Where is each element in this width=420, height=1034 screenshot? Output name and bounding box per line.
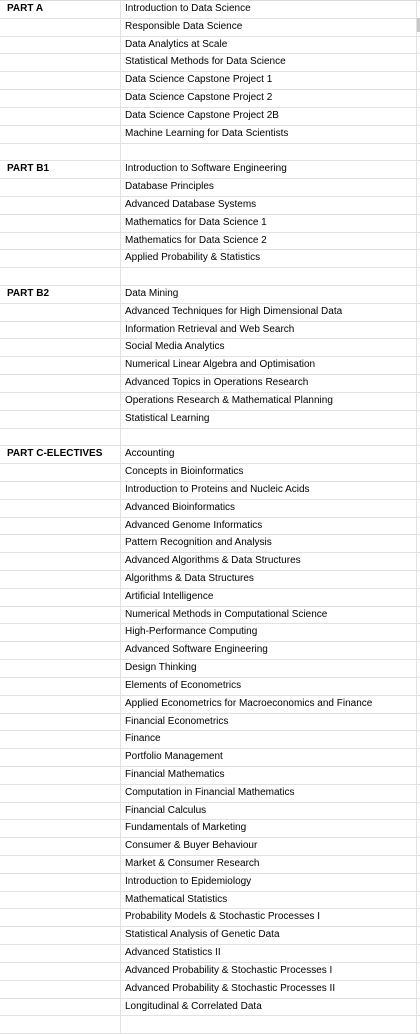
section-cell[interactable] <box>0 535 121 552</box>
section-cell[interactable] <box>0 803 121 820</box>
section-cell[interactable] <box>0 607 121 624</box>
table-row <box>0 963 420 981</box>
course-cell[interactable]: Numerical Linear Algebra and Optimisation <box>121 357 417 374</box>
course-cell[interactable]: Database Principles <box>121 179 417 196</box>
table-row <box>0 518 420 536</box>
course-cell[interactable]: Pattern Recognition and Analysis <box>121 535 417 552</box>
section-cell[interactable] <box>0 731 121 748</box>
section-cell[interactable] <box>0 250 121 267</box>
section-cell[interactable] <box>0 179 121 196</box>
section-cell[interactable] <box>0 197 121 214</box>
section-cell[interactable] <box>0 90 121 107</box>
table-row <box>0 589 420 607</box>
table-row <box>0 90 420 108</box>
section-cell[interactable] <box>0 838 121 855</box>
course-cell[interactable]: Mathematics for Data Science 2 <box>121 233 417 250</box>
section-cell[interactable] <box>0 714 121 731</box>
section-cell[interactable] <box>0 72 121 89</box>
section-cell[interactable] <box>0 892 121 909</box>
table-row <box>0 393 420 411</box>
course-cell[interactable]: Social Media Analytics <box>121 339 417 356</box>
course-cell[interactable]: Responsible Data Science <box>121 19 417 36</box>
table-row <box>0 874 420 892</box>
section-cell[interactable] <box>0 482 121 499</box>
table-row <box>0 286 420 304</box>
course-cell[interactable] <box>121 1016 417 1033</box>
table-row <box>0 37 420 55</box>
table-row <box>0 785 420 803</box>
section-cell[interactable] <box>0 233 121 250</box>
section-cell[interactable] <box>0 54 121 71</box>
section-cell[interactable] <box>0 322 121 339</box>
section-cell[interactable] <box>0 767 121 784</box>
course-cell[interactable]: Advanced Bioinformatics <box>121 500 417 517</box>
table-row <box>0 642 420 660</box>
course-cell[interactable]: Financial Calculus <box>121 803 417 820</box>
table-row <box>0 607 420 625</box>
table-row <box>0 767 420 785</box>
table-row <box>0 714 420 732</box>
course-cell[interactable]: Data Mining <box>121 286 417 303</box>
course-cell[interactable]: High-Performance Computing <box>121 624 417 641</box>
section-cell[interactable] <box>0 108 121 125</box>
table-row <box>0 144 420 162</box>
table-row <box>0 464 420 482</box>
table-row <box>0 1016 420 1034</box>
table-row <box>0 482 420 500</box>
course-cell[interactable]: Introduction to Epidemiology <box>121 874 417 891</box>
section-cell[interactable]: PART B1 <box>0 161 121 178</box>
course-cell[interactable]: Algorithms & Data Structures <box>121 571 417 588</box>
table-row <box>0 215 420 233</box>
course-cell[interactable]: Applied Probability & Statistics <box>121 250 417 267</box>
course-cell[interactable]: Introduction to Data Science <box>121 1 417 18</box>
course-cell[interactable]: Operations Research & Mathematical Planning <box>121 393 417 410</box>
table-row <box>0 161 420 179</box>
section-cell[interactable] <box>0 874 121 891</box>
section-cell[interactable] <box>0 660 121 677</box>
course-cell[interactable] <box>121 144 417 161</box>
section-cell[interactable] <box>0 19 121 36</box>
course-cell[interactable]: Machine Learning for Data Scientists <box>121 126 417 143</box>
course-cell[interactable]: Probability Models & Stochastic Processes I <box>121 909 417 926</box>
course-cell[interactable]: Data Science Capstone Project 2 <box>121 90 417 107</box>
course-cell[interactable]: Information Retrieval and Web Search <box>121 322 417 339</box>
table-row <box>0 660 420 678</box>
course-cell[interactable]: Advanced Probability & Stochastic Processes I <box>121 963 417 980</box>
section-cell[interactable] <box>0 339 121 356</box>
course-cell[interactable]: Advanced Statistics II <box>121 945 417 962</box>
course-cell[interactable]: Statistical Methods for Data Science <box>121 54 417 71</box>
section-cell[interactable] <box>0 37 121 54</box>
course-cell[interactable]: Advanced Database Systems <box>121 197 417 214</box>
course-cell[interactable]: Data Science Capstone Project 2B <box>121 108 417 125</box>
course-cell[interactable]: Longitudinal & Correlated Data <box>121 999 417 1016</box>
course-cell[interactable]: Consumer & Buyer Behaviour <box>121 838 417 855</box>
course-cell[interactable]: Numerical Methods in Computational Science <box>121 607 417 624</box>
table-row <box>0 197 420 215</box>
course-cell[interactable] <box>121 429 417 446</box>
course-cell[interactable]: Design Thinking <box>121 660 417 677</box>
section-cell[interactable] <box>0 909 121 926</box>
course-cell[interactable]: Applied Econometrics for Macroeconomics and Finance <box>121 696 417 713</box>
table-row <box>0 19 420 37</box>
course-cell[interactable]: Finance <box>121 731 417 748</box>
table-row <box>0 126 420 144</box>
course-cell[interactable]: Statistical Analysis of Genetic Data <box>121 927 417 944</box>
course-cell[interactable] <box>121 268 417 285</box>
section-cell[interactable] <box>0 927 121 944</box>
section-cell[interactable] <box>0 785 121 802</box>
table-row <box>0 892 420 910</box>
course-cell[interactable]: Financial Mathematics <box>121 767 417 784</box>
section-cell[interactable] <box>0 589 121 606</box>
table-row <box>0 339 420 357</box>
section-cell[interactable] <box>0 856 121 873</box>
section-cell[interactable]: PART B2 <box>0 286 121 303</box>
section-cell[interactable] <box>0 981 121 998</box>
table-row <box>0 233 420 251</box>
course-cell[interactable]: Computation in Financial Mathematics <box>121 785 417 802</box>
course-cell[interactable]: Introduction to Proteins and Nucleic Acids <box>121 482 417 499</box>
course-cell[interactable]: Financial Econometrics <box>121 714 417 731</box>
section-cell[interactable] <box>0 268 121 285</box>
section-cell[interactable] <box>0 500 121 517</box>
course-cell[interactable]: Accounting <box>121 446 417 463</box>
table-row <box>0 322 420 340</box>
table-row <box>0 268 420 286</box>
table-row <box>0 535 420 553</box>
section-cell[interactable] <box>0 945 121 962</box>
course-cell[interactable]: Portfolio Management <box>121 749 417 766</box>
section-cell[interactable] <box>0 518 121 535</box>
section-cell[interactable] <box>0 393 121 410</box>
table-row <box>0 54 420 72</box>
section-cell[interactable] <box>0 429 121 446</box>
table-row <box>0 250 420 268</box>
course-cell[interactable]: Mathematical Statistics <box>121 892 417 909</box>
table-row <box>0 696 420 714</box>
section-cell[interactable] <box>0 624 121 641</box>
table-row <box>0 446 420 464</box>
table-row <box>0 803 420 821</box>
course-cell[interactable]: Concepts in Bioinformatics <box>121 464 417 481</box>
section-cell[interactable] <box>0 696 121 713</box>
table-row <box>0 820 420 838</box>
course-cell[interactable]: Data Analytics at Scale <box>121 37 417 54</box>
course-cell[interactable]: Introduction to Software Engineering <box>121 161 417 178</box>
course-cell[interactable]: Advanced Probability & Stochastic Processes II <box>121 981 417 998</box>
table-row <box>0 981 420 999</box>
section-cell[interactable] <box>0 357 121 374</box>
course-cell[interactable]: Mathematics for Data Science 1 <box>121 215 417 232</box>
section-cell[interactable] <box>0 999 121 1016</box>
course-cell[interactable]: Advanced Genome Informatics <box>121 518 417 535</box>
table-row <box>0 571 420 589</box>
table-row <box>0 179 420 197</box>
section-cell[interactable] <box>0 215 121 232</box>
table-row <box>0 108 420 126</box>
table-row <box>0 731 420 749</box>
course-cell[interactable]: Artificial Intelligence <box>121 589 417 606</box>
course-cell[interactable]: Advanced Techniques for High Dimensional Data <box>121 304 417 321</box>
course-cell[interactable]: Statistical Learning <box>121 411 417 428</box>
table-row <box>0 1 420 19</box>
section-cell[interactable] <box>0 571 121 588</box>
table-row <box>0 357 420 375</box>
course-cell[interactable]: Data Science Capstone Project 1 <box>121 72 417 89</box>
section-cell[interactable]: PART C-ELECTIVES <box>0 446 121 463</box>
table-row <box>0 909 420 927</box>
table-row <box>0 72 420 90</box>
section-cell[interactable] <box>0 963 121 980</box>
table-row <box>0 375 420 393</box>
course-cell[interactable]: Elements of Econometrics <box>121 678 417 695</box>
course-cell[interactable]: Market & Consumer Research <box>121 856 417 873</box>
course-cell[interactable]: Advanced Algorithms & Data Structures <box>121 553 417 570</box>
table-row <box>0 999 420 1017</box>
table-row <box>0 678 420 696</box>
table-row <box>0 429 420 447</box>
table-row <box>0 927 420 945</box>
section-cell[interactable] <box>0 553 121 570</box>
table-row <box>0 304 420 322</box>
table-row <box>0 500 420 518</box>
section-cell[interactable] <box>0 464 121 481</box>
course-cell[interactable]: Advanced Topics in Operations Research <box>121 375 417 392</box>
section-cell[interactable] <box>0 1016 121 1033</box>
table-row <box>0 411 420 429</box>
table-row <box>0 749 420 767</box>
course-cell[interactable]: Fundamentals of Marketing <box>121 820 417 837</box>
section-cell[interactable] <box>0 749 121 766</box>
section-cell[interactable] <box>0 126 121 143</box>
table-row <box>0 945 420 963</box>
table-row <box>0 838 420 856</box>
section-cell[interactable] <box>0 304 121 321</box>
section-cell[interactable] <box>0 642 121 659</box>
section-cell[interactable] <box>0 144 121 161</box>
section-cell[interactable]: PART A <box>0 1 121 18</box>
section-cell[interactable] <box>0 375 121 392</box>
table-row <box>0 856 420 874</box>
course-cell[interactable]: Advanced Software Engineering <box>121 642 417 659</box>
table-row <box>0 553 420 571</box>
section-cell[interactable] <box>0 411 121 428</box>
table-row <box>0 624 420 642</box>
section-cell[interactable] <box>0 678 121 695</box>
section-cell[interactable] <box>0 820 121 837</box>
